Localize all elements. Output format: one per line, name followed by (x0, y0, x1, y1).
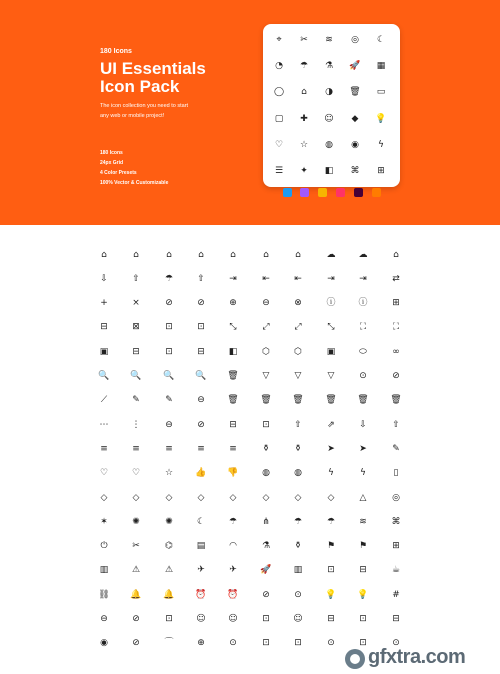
grid-icon: ◇ (197, 492, 205, 503)
feature-item: 24px Grid (100, 160, 124, 166)
face-icon: ☺ (324, 114, 334, 124)
grid-icon: ✂ (132, 541, 140, 552)
grid-icon: ⓘ (326, 298, 336, 309)
feature-item: 4 Color Presets (100, 170, 137, 176)
hero-icon-count: 180 Icons (100, 48, 132, 55)
grid-icon: ◇ (132, 492, 140, 503)
grid-icon: ⚑ (358, 541, 368, 552)
grid-icon: ⊡ (165, 322, 173, 333)
grid-icon: 🔍 (130, 371, 142, 381)
grid-icon: ⊟ (359, 565, 367, 576)
grid-icon: ☺ (196, 614, 206, 624)
grid-icon: ✈ (197, 565, 205, 576)
focus-icon: ⌖ (276, 35, 282, 45)
grid-icon: ☂ (293, 516, 303, 527)
grid-icon: # (392, 589, 400, 600)
grid-icon: ≋ (359, 516, 367, 527)
grid-icon: ▣ (326, 346, 336, 357)
pin-icon: ◍ (325, 140, 333, 150)
rocket-icon: 🚀 (349, 61, 361, 71)
grid-icon: ≡ (197, 443, 205, 454)
figma-logo (283, 188, 292, 197)
grid-icon: ⇥ (327, 273, 335, 284)
grid-icon: ⇧ (392, 419, 400, 430)
grid-icon: ⊡ (327, 565, 335, 576)
hero-banner (0, 0, 500, 225)
grid-icon: ⊖ (262, 298, 270, 309)
gauge-icon: ◑ (325, 87, 333, 97)
hero-title-line-2: Icon Pack (100, 77, 180, 96)
feature-item: 180 Icons (100, 150, 123, 156)
invision-logo (336, 188, 345, 197)
grid-icon: ≡ (165, 443, 173, 454)
design-tool-logos (270, 186, 400, 204)
grid-icon: ⤡ (327, 322, 335, 333)
grid-icon: ∞ (392, 346, 400, 357)
cut-icon: ✂ (300, 35, 308, 45)
grid-icon: ⇥ (229, 273, 237, 284)
grid-icon: ➤ (359, 443, 367, 454)
grid-icon: ☁ (326, 249, 336, 260)
grid-icon: ⊡ (359, 614, 367, 624)
feature-item: 100% Vector & Customizable (100, 180, 169, 186)
trash-icon: 🗑 (349, 87, 361, 97)
grid-icon: ⇥ (359, 273, 367, 284)
grid-icon: ◇ (327, 492, 335, 503)
grid-icon: ◧ (228, 346, 238, 357)
grid-icon: ✶ (100, 516, 108, 527)
home-icon: ⌂ (301, 87, 307, 97)
grid-icon: 🔍 (98, 371, 110, 381)
watermark-ball-icon (345, 649, 365, 669)
grid-icon: ⌂ (101, 249, 107, 260)
grid-icon: 👍 (195, 468, 207, 479)
grid-icon: ⌂ (133, 249, 139, 260)
grid-icon: ϟ (328, 468, 334, 479)
grid-icon: 🗑 (325, 395, 337, 406)
grid-icon: 💡 (357, 589, 369, 600)
grid-icon: ⊗ (294, 298, 302, 309)
grid-icon: ✺ (165, 516, 173, 527)
grid-icon: ◇ (229, 492, 237, 503)
grid-icon: ◍ (294, 468, 302, 479)
grid-icon: ≡ (229, 443, 237, 454)
star-icon: ☆ (299, 140, 309, 150)
grid-icon: ϟ (360, 468, 366, 479)
grid-icon: 🗑 (292, 395, 304, 406)
grid-icon: ⊟ (197, 346, 205, 357)
watermark (345, 646, 495, 672)
grid-icon: ⌂ (393, 249, 399, 260)
grid-icon: ⌂ (198, 249, 204, 260)
grid-icon: ✺ (132, 516, 140, 527)
grid-icon: ✎ (165, 395, 173, 406)
cross-icon: ✚ (300, 114, 308, 124)
grid-icon: ⊡ (165, 346, 173, 357)
grid-icon: ⊙ (359, 371, 367, 381)
grid-icon: ▽ (294, 371, 302, 381)
grid-icon: ⚱ (262, 443, 270, 454)
grid-icon: 🔍 (163, 371, 175, 381)
icon-preview-card (263, 24, 400, 187)
grid-icon: ◇ (100, 492, 108, 503)
bell-icon: ✦ (300, 166, 308, 176)
grid-icon: ⏰ (227, 589, 239, 600)
grid-icon: ⊘ (392, 371, 400, 381)
grid-icon: ⊟ (392, 614, 400, 624)
grid-icon: ⊞ (392, 541, 400, 552)
grid-icon: ◇ (165, 492, 173, 503)
grid-icon: ⚑ (326, 541, 336, 552)
grid-icon: ⬡ (262, 346, 270, 357)
preview-icon-grid (263, 24, 400, 184)
grid-icon: ✈ (229, 565, 237, 576)
grid-icon: ▥ (293, 565, 303, 576)
bulb-icon: 💡 (375, 114, 387, 124)
grid-icon: ⬡ (294, 346, 302, 357)
hero-title (100, 60, 260, 96)
grid-icon: ◠ (229, 541, 237, 552)
grid-icon: 🗑 (357, 395, 369, 406)
grid-icon: ⊞ (392, 298, 400, 309)
grid-icon: ✎ (132, 395, 140, 406)
grid-icon: ☾ (196, 516, 206, 527)
grid-icon: ⊘ (165, 298, 173, 309)
zap-icon: ϟ (378, 140, 384, 150)
grid-icon: ⊟ (132, 346, 140, 357)
grid-icon: ▥ (99, 565, 109, 576)
grid-icon: ⏰ (195, 589, 207, 600)
grid-icon: ⊡ (294, 638, 302, 649)
waves-icon: ≋ (325, 35, 333, 45)
hero-title-line-1: UI Essentials (100, 59, 206, 78)
grid-icon: ⛶ (359, 322, 367, 333)
figma-alt-logo (300, 188, 309, 197)
lock-rotate-icon: ◔ (275, 61, 283, 71)
grid-icon: + (100, 298, 108, 309)
grid-icon: ⬭ (359, 346, 367, 357)
grid-icon: ⇩ (359, 419, 367, 430)
drop-icon: ◆ (351, 114, 359, 124)
feature-list (100, 148, 168, 188)
grid-icon: ⚱ (294, 541, 302, 552)
grid-icon: ☂ (164, 273, 174, 284)
grid-icon: ♡ (131, 468, 141, 479)
grid-icon: ◇ (262, 492, 270, 503)
grid-icon: △ (359, 492, 367, 503)
umbrella-icon: ☂ (299, 61, 309, 71)
target-icon: ◎ (351, 35, 359, 45)
grid-icon: ⊡ (262, 419, 270, 430)
grid-icon: ≡ (100, 443, 108, 454)
grid-icon: ☺ (293, 614, 303, 624)
hero-description (100, 101, 250, 121)
grid-icon: ⊡ (262, 638, 270, 649)
scissors-icon: ◧ (324, 166, 334, 176)
grid-icon: ⛓ (98, 589, 110, 600)
grid-icon: ⊖ (165, 419, 173, 430)
grid-icon: ⊕ (197, 638, 205, 649)
grid-icon: ⚠ (131, 565, 141, 576)
grid-icon: 🗑 (227, 395, 239, 406)
grid-icon: ⟋ (100, 395, 108, 406)
grid-icon: ▯ (393, 468, 399, 479)
grid-icon: ⊙ (327, 638, 335, 649)
battery-icon: ▭ (376, 87, 386, 97)
grid-icon: ⓘ (358, 298, 368, 309)
grid-icon: ⊟ (100, 322, 108, 333)
grid-icon: ☺ (228, 614, 238, 624)
grid-icon: ⇄ (392, 273, 400, 284)
grid-icon: ▤ (196, 541, 206, 552)
chat-icon: ◯ (273, 87, 285, 97)
grid-icon: ≡ (132, 443, 140, 454)
grid-icon: ⊟ (327, 614, 335, 624)
grid-icon: ⊘ (132, 614, 140, 624)
grid-icon: ⌂ (295, 249, 301, 260)
grid-icon: ⇧ (294, 419, 302, 430)
grid-icon: 🗑 (390, 395, 402, 406)
grid-icon: ⌂ (166, 249, 172, 260)
grid-icon: ⊡ (165, 614, 173, 624)
grid-icon: 🗑 (227, 371, 239, 381)
grid-icon: 🗑 (260, 395, 272, 406)
grid-icon: ☆ (164, 468, 174, 479)
icon-sheet-grid (0, 225, 500, 674)
command-icon: ⌘ (350, 166, 360, 176)
grid-icon: ⊟ (229, 419, 237, 430)
menu-icon: ☰ (274, 166, 284, 176)
grid-icon: ⇩ (100, 273, 108, 284)
grid-icon: ⊡ (197, 322, 205, 333)
grid-icon: ⌂ (263, 249, 269, 260)
grid-icon: 🚀 (260, 565, 272, 576)
eye-icon: ◉ (351, 140, 359, 150)
grid-icon: ⊖ (100, 614, 108, 624)
grid-icon: ⏻ (100, 541, 108, 552)
grid-icon: ⊖ (197, 395, 205, 406)
grid-icon: 🔍 (195, 371, 207, 381)
grid-icon: ⊠ (132, 322, 140, 333)
grid-icon: 🔔 (163, 589, 175, 600)
grid-icon: ⌬ (165, 541, 173, 552)
grid-icon: ◎ (392, 492, 400, 503)
grid-icon: ➤ (327, 443, 335, 454)
grid-icon: ⇗ (327, 419, 335, 430)
grid-icon: ⊙ (392, 638, 400, 649)
grid-icon: ☂ (228, 516, 238, 527)
grid-icon: ▦ (376, 61, 386, 71)
grid-icon: ▣ (99, 346, 109, 357)
heart-icon: ♡ (274, 140, 284, 150)
grid-icon: ⌒ (164, 638, 174, 649)
grid-icon: ⊡ (262, 614, 270, 624)
flask-icon: ⚗ (324, 61, 334, 71)
moon-icon: ☾ (376, 35, 386, 45)
grid-icon: ⌂ (230, 249, 236, 260)
grid-icon: ⚗ (261, 541, 271, 552)
grid-icon: ⋮ (131, 419, 141, 430)
grid-icon: ⊙ (229, 638, 237, 649)
xd-logo (354, 188, 363, 197)
watermark-text: gfxtra.com (368, 646, 466, 668)
grid-icon: ⇤ (294, 273, 302, 284)
grid-icon: ▽ (327, 371, 335, 381)
grid-icon: ▽ (262, 371, 270, 381)
grid-icon: ⋔ (262, 516, 270, 527)
hero-description-line-1: The icon collection you need to start (100, 103, 189, 109)
grid-icon: ◉ (100, 638, 108, 649)
grid-icon: ⚠ (164, 565, 174, 576)
grid-icon: ⊕ (229, 298, 237, 309)
grid-icon: ⤢ (294, 322, 302, 333)
grid-icon: × (132, 298, 140, 309)
grid-icon: 💡 (325, 589, 337, 600)
grid-icon: ⊘ (262, 589, 270, 600)
grid-icon: ⊡ (359, 638, 367, 649)
grid-icon: ⌘ (391, 516, 401, 527)
grid-icon: ⇤ (262, 273, 270, 284)
grid-icon: ⤢ (262, 322, 270, 333)
plus-box-icon: ⊞ (377, 166, 385, 176)
hero-description-line-2: any web or mobile project! (100, 113, 165, 119)
grid-icon: ⛶ (392, 322, 400, 333)
grid-icon: ⋯ (99, 419, 109, 430)
grid-icon: ⇧ (132, 273, 140, 284)
grid-icon: ◍ (262, 468, 270, 479)
grid-icon: ⤡ (229, 322, 237, 333)
grid-icon: ◇ (294, 492, 302, 503)
grid-icon: ⇧ (197, 273, 205, 284)
illustrator-logo (372, 188, 381, 197)
grid-icon: ⊘ (132, 638, 140, 649)
grid-icon: 👎 (227, 468, 239, 479)
grid-icon: ☁ (358, 249, 368, 260)
grid-icon: ✎ (392, 443, 400, 454)
grid-icon: ☂ (326, 516, 336, 527)
calendar-icon: ▢ (274, 114, 284, 124)
grid-icon: ♡ (99, 468, 109, 479)
grid-icon: 🔔 (130, 589, 142, 600)
grid-icon: ⊘ (197, 419, 205, 430)
grid-icon: ☕ (391, 565, 401, 576)
grid-icon: ⚱ (294, 443, 302, 454)
grid-icon: ⊘ (197, 298, 205, 309)
sketch-logo (318, 188, 327, 197)
grid-icon: ⊙ (294, 589, 302, 600)
